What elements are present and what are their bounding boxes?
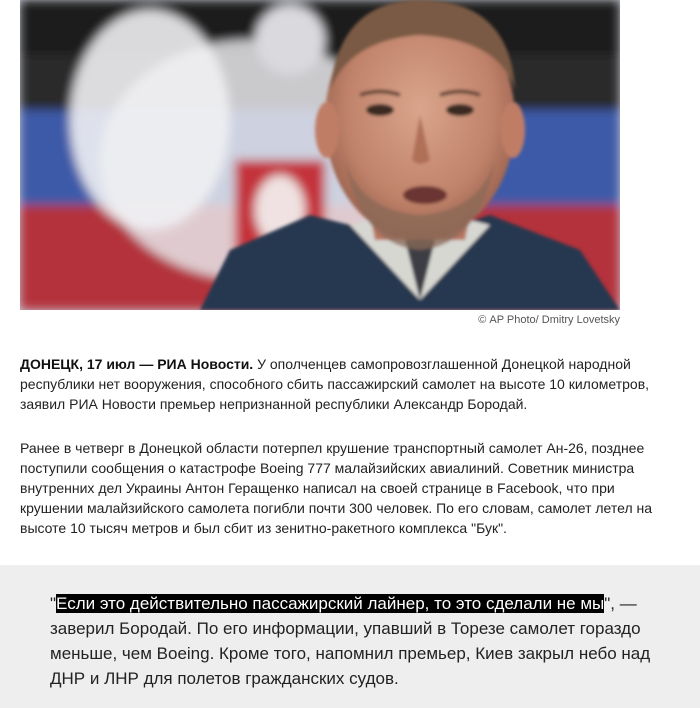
quote-open-mark: " [50, 594, 57, 613]
article-lead-text: У ополченцев самопровозглашенной Донецкой народной республики нет вооружения, способного сбить пассажирский самолет на высоте 10 километров, заявил РИА Новости премьер непризнанной республики Александр Бородай. [20, 356, 650, 412]
article-photo [20, 0, 620, 310]
copyright-symbol: © [478, 314, 487, 326]
photo-illustration [20, 0, 620, 310]
quote-text [50, 591, 660, 691]
quote-highlighted-text[interactable]: Если это действительно пассажирский лайнер, то это сделали не мы [56, 594, 605, 613]
photo-credit [20, 314, 620, 326]
photo-credit-text: AP Photo/ Dmitry Lovetsky [489, 314, 620, 326]
article-dateline: ДОНЕЦК, 17 июл — РИА Новости. [20, 356, 254, 372]
article-paragraph: Ранее в четверг в Донецкой области потерпел крушение транспортный самолет Ан-26, позднее поступили сообщения о катастрофе Boeing 777 малайзийских авиалиний. Советник министра внутренних дел Украины Антон Геращенко написал на своей странице в Facebook, что при крушении малайзийского самолета погибли почти 300 человек. По его словам, самолет летел на высоте 10 тысяч метров и был сбит из зенитно-ракетного комплекса "Бук". [20, 440, 653, 536]
quote-block [0, 565, 700, 708]
article-lead [20, 354, 680, 414]
quote-rest-text: ", — заверил Бородай. По его информации, упавший в Торезе самолет гораздо меньше, чем Boeing. Кроме того, напомнил премьер, Киев закрыл небо над ДНР и ЛНР для полетов гражданских судов. [50, 594, 651, 688]
